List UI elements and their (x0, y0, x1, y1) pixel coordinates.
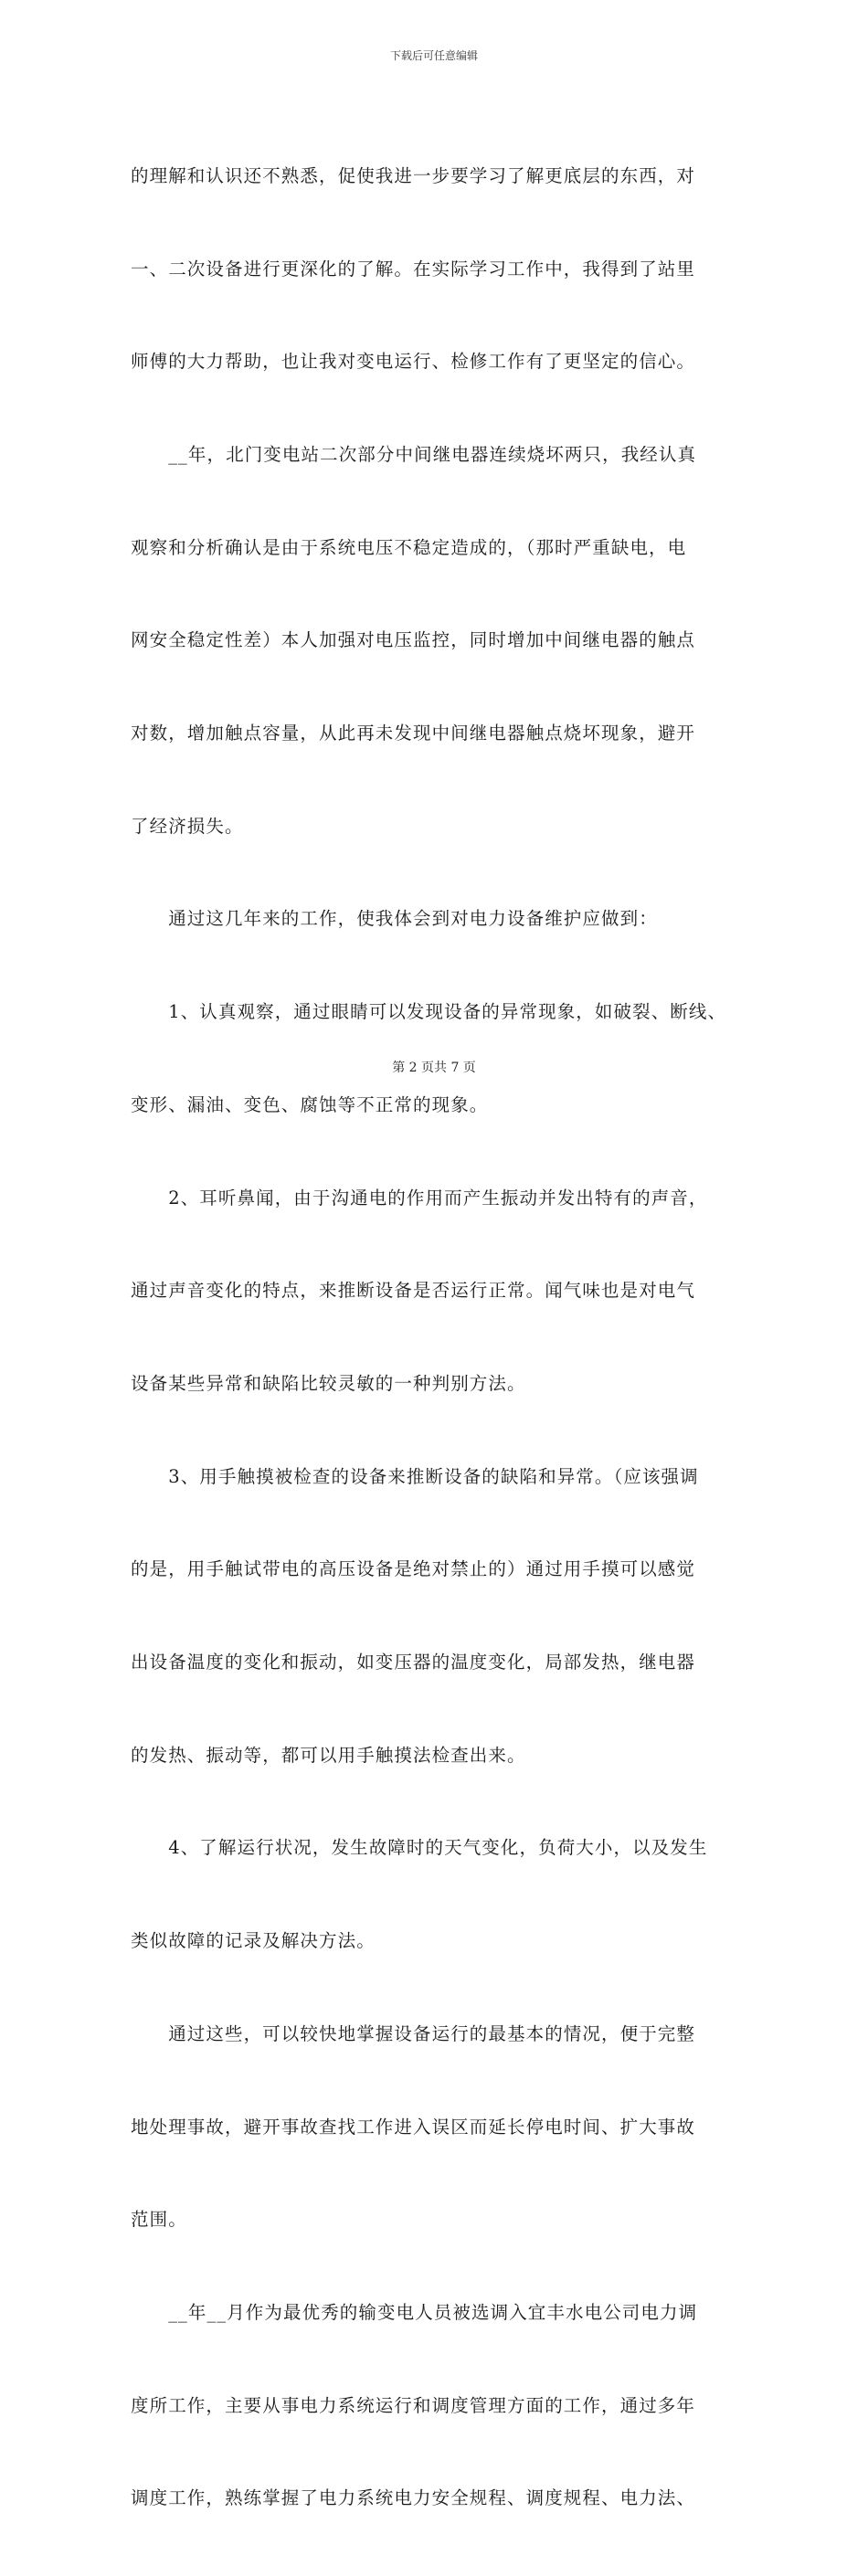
text-line: 4、了解运行状况，发生故障时的天气变化，负荷大小，以及发生 (131, 1837, 708, 1859)
text-line: 的理解和认识还不熟悉，促使我进一步要学习了解更底层的东西，对 (131, 164, 696, 186)
text-line: 变形、漏油、变色、腐蚀等不正常的现象。 (131, 1093, 489, 1115)
text-line: 类似故障的记录及解决方法。 (131, 1930, 376, 1952)
text-line: 范围。 (131, 2209, 187, 2231)
body-text (131, 99, 743, 2576)
text-line: 设备某些异常和缺陷比较灵敏的一种判别方法。 (131, 1372, 526, 1394)
text-line: 度所工作，主要从事电力系统运行和调度管理方面的工作，通过多年 (131, 2394, 696, 2416)
text-line: 地处理事故，避开事故查找工作进入误区而延长停电时间、扩大事故 (131, 2116, 696, 2138)
text-line: 调度工作，熟练掌握了电力系统电力安全规程、调度规程、电力法、 (131, 2487, 696, 2509)
page-footer: 第 2 页共 7 页 (392, 1061, 476, 1075)
text-line: __年，北门变电站二次部分中间继电器连续烧坏两只，我经认真 (131, 443, 697, 465)
text-line: 网安全稳定性差）本人加强对电压监控，同时增加中间继电器的触点 (131, 629, 696, 651)
text-line: 观察和分析确认是由于系统电压不稳定造成的，（那时严重缺电，电 (131, 536, 687, 558)
text-line: 的发热、振动等，都可以用手触摸法检查出来。 (131, 1744, 526, 1766)
text-line: 通过声音变化的特点，来推断设备是否运行正常。闻气味也是对电气 (131, 1280, 696, 1302)
text-line: 师傅的大力帮助，也让我对变电运行、检修工作有了更坚定的信心。 (131, 351, 696, 373)
text-line: 通过这几年来的工作，使我体会到对电力设备维护应做到： (131, 908, 658, 930)
text-line: 通过这些，可以较快地掌握设备运行的最基本的情况，便于完整 (131, 2022, 696, 2044)
text-line: __年__月作为最优秀的输变电人员被选调入宜丰水电公司电力调 (131, 2301, 698, 2323)
text-line: 对数，增加触点容量，从此再未发现中间继电器触点烧坏现象，避开 (131, 723, 696, 744)
text-line: 3、用手触摸被检查的设备来推断设备的缺陷和异常。（应该强调 (131, 1465, 699, 1487)
text-line: 1、认真观察，通过眼睛可以发现设备的异常现象，如破裂、断线、 (131, 1001, 727, 1023)
text-line: 出设备温度的变化和振动，如变压器的温度变化，局部发热，继电器 (131, 1652, 696, 1673)
text-line: 一、二次设备进行更深化的了解。在实际学习工作中，我得到了站里 (131, 258, 696, 280)
document-body (131, 99, 743, 2576)
text-line: 的是，用手触试带电的高压设备是绝对禁止的）通过用手摸可以感觉 (131, 1558, 696, 1580)
text-line: 了经济损失。 (131, 815, 244, 837)
page-header: 下载后可任意编辑 (389, 49, 478, 62)
text-line: 2、耳听鼻闻，由于沟通电的作用而产生振动并发出特有的声音， (131, 1187, 708, 1209)
